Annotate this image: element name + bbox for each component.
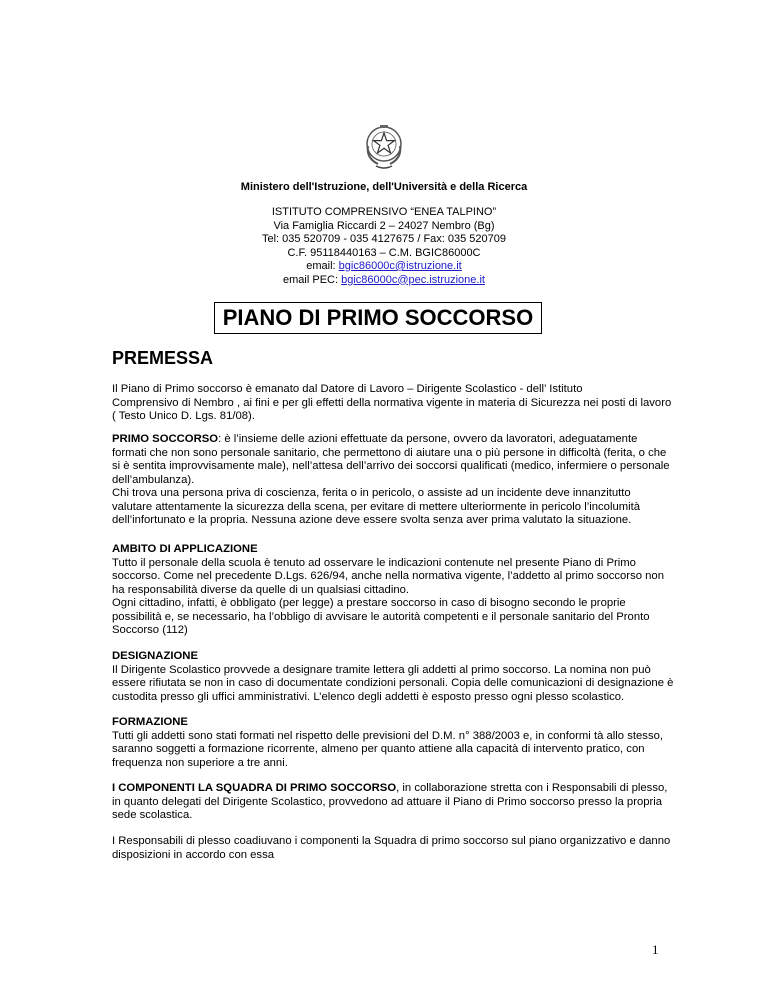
formazione-section — [112, 716, 700, 770]
text-line — [112, 433, 700, 447]
text-line: in quanto delegati del Dirigente Scolastico, provvedono ad attuare il Piano di Primo soccorso presso la propria — [112, 795, 663, 808]
page-number: 1 — [652, 942, 659, 957]
intro-paragraph — [112, 383, 700, 424]
text-line: Ogni cittadino, infatti, è obbligato (per legge) a prestare soccorso in caso di bisogno secondo le proprie — [112, 597, 626, 609]
text-span: : è l’insieme delle azioni effettuate da persone, ovvero da lavoratori, adeguatamente — [218, 433, 638, 445]
primo-soccorso-term: PRIMO SOCCORSO — [112, 433, 219, 445]
responsabili-paragraph — [112, 835, 700, 862]
componenti-term: I COMPONENTI LA SQUADRA DI PRIMO SOCCORSO — [112, 782, 397, 794]
email-link[interactable]: bgic86000c@istruzione.it — [338, 260, 462, 272]
school-codes: C.F. 95118440163 – C.M. BGIC86000C — [287, 246, 481, 259]
italian-republic-emblem-icon — [362, 122, 406, 170]
email-label: email: — [306, 260, 339, 272]
school-name: ISTITUTO COMPRENSIVO “ENEA TALPINO” — [271, 206, 497, 218]
section-heading-premessa: PREMESSA — [112, 348, 214, 368]
ambito-section — [112, 543, 700, 638]
school-info — [0, 205, 768, 286]
text-line: essere rifiutata se non in caso di documentate condizioni personali. Copia delle comunicazioni di designazione è — [112, 677, 674, 689]
text-line: Tutto il personale della scuola è tenuto ad osservare le indicazioni contenute nel presente Piano di Primo — [112, 556, 636, 569]
text-line: I Responsabili di plesso coadiuvano i componenti la Squadra di primo soccorso sul piano organizzativo e danno — [112, 835, 671, 847]
pec-email-link[interactable]: bgic86000c@pec.istruzione.it — [341, 273, 485, 286]
document-title: PIANO DI PRIMO SOCCORSO — [214, 302, 542, 334]
ambito-heading: AMBITO DI APPLICAZIONE — [112, 543, 258, 555]
componenti-paragraph — [112, 782, 700, 823]
text-line: possibilità e, se necessario, ha l’obbligo di avvisare le autorità competenti e il personale sanitario del Pronto — [112, 610, 650, 623]
pec-label: email PEC: — [283, 273, 342, 286]
school-pec-line — [0, 273, 768, 287]
school-phone: Tel: 035 520709 - 035 4127675 / Fax: 035 520709 — [261, 233, 507, 245]
text-line: Tutti gli addetti sono stati formati nel rispetto delle previsioni del D.M. n° 388/2003 e, in conformi tà allo stesso, — [112, 729, 664, 742]
text-line: saranno soggetti a formazione ricorrente, almeno per quanto attiene alla capacità di intervento pratico, con — [112, 743, 645, 755]
ministry-name: Ministero dell'Istruzione, dell'Università e della Ricerca — [240, 181, 528, 193]
text-line: Comprensivo di Nembro , ai fini e per gli effetti della normativa vigente in materia di Sicurezza nei posti di lavoro — [112, 396, 672, 409]
text-line: sede scolastica. — [112, 809, 193, 821]
designazione-heading: DESIGNAZIONE — [112, 650, 198, 662]
text-line: disposizioni in accordo con essa — [112, 848, 275, 861]
text-line: Il Dirigente Scolastico provvede a designare tramite lettera gli addetti al primo soccorso. La nomina non può — [112, 663, 651, 676]
primo-soccorso-paragraph — [112, 433, 700, 528]
text-line: Il Piano di Primo soccorso è emanato dal Datore di Lavoro – Dirigente Scolastico - dell’ Istituto — [112, 383, 583, 395]
text-line: valutare attentamente la sicurezza della scena, per evitare di mettere ulteriormente in pericolo l’incolumità — [112, 500, 641, 513]
text-line: Chi trova una persona priva di coscienza, ferita o in pericolo, o assiste ad un incidente deve innanzitutto — [112, 487, 631, 499]
text-line: Soccorso (112) — [112, 624, 188, 636]
text-line: frequenza non superiore a tre anni. — [112, 756, 288, 769]
school-email-line — [0, 259, 768, 273]
text-line: si è sentita improvvisamente male), nell’attesa dell’arrivo dei soccorsi qualificati (medico, infermiere o personale — [112, 460, 670, 472]
text-line: soccorso. Come nel precedente D.Lgs. 626/94, anche nella normativa vigente, l’addetto al primo soccorso non — [112, 570, 664, 582]
text-line — [112, 782, 700, 796]
text-line: formati che non sono personale sanitario, che permettono di aiutare una o più persone in difficoltà (ferita, o che — [112, 446, 667, 459]
text-line: ( Testo Unico D. Lgs. 81/08). — [112, 410, 255, 422]
text-line: ha responsabilità diverse da quelle di un qualsiasi cittadino. — [112, 583, 410, 596]
designazione-section — [112, 650, 700, 704]
school-address: Via Famiglia Riccardi 2 – 24027 Nembro (Bg) — [273, 219, 495, 232]
formazione-heading: FORMAZIONE — [112, 716, 188, 728]
text-span: , in collaborazione stretta con i Responsabili di plesso, — [396, 782, 668, 794]
text-line: dell’infortunato e la propria. Nessuna azione deve essere svolta senza aver prima valutato la situazione. — [112, 514, 632, 526]
text-line: custodita presso gli uffici amministrativi. L’elenco degli addetti è esposto presso ogni plesso scolastico. — [112, 690, 625, 703]
text-line: dell’ambulanza). — [112, 473, 195, 486]
